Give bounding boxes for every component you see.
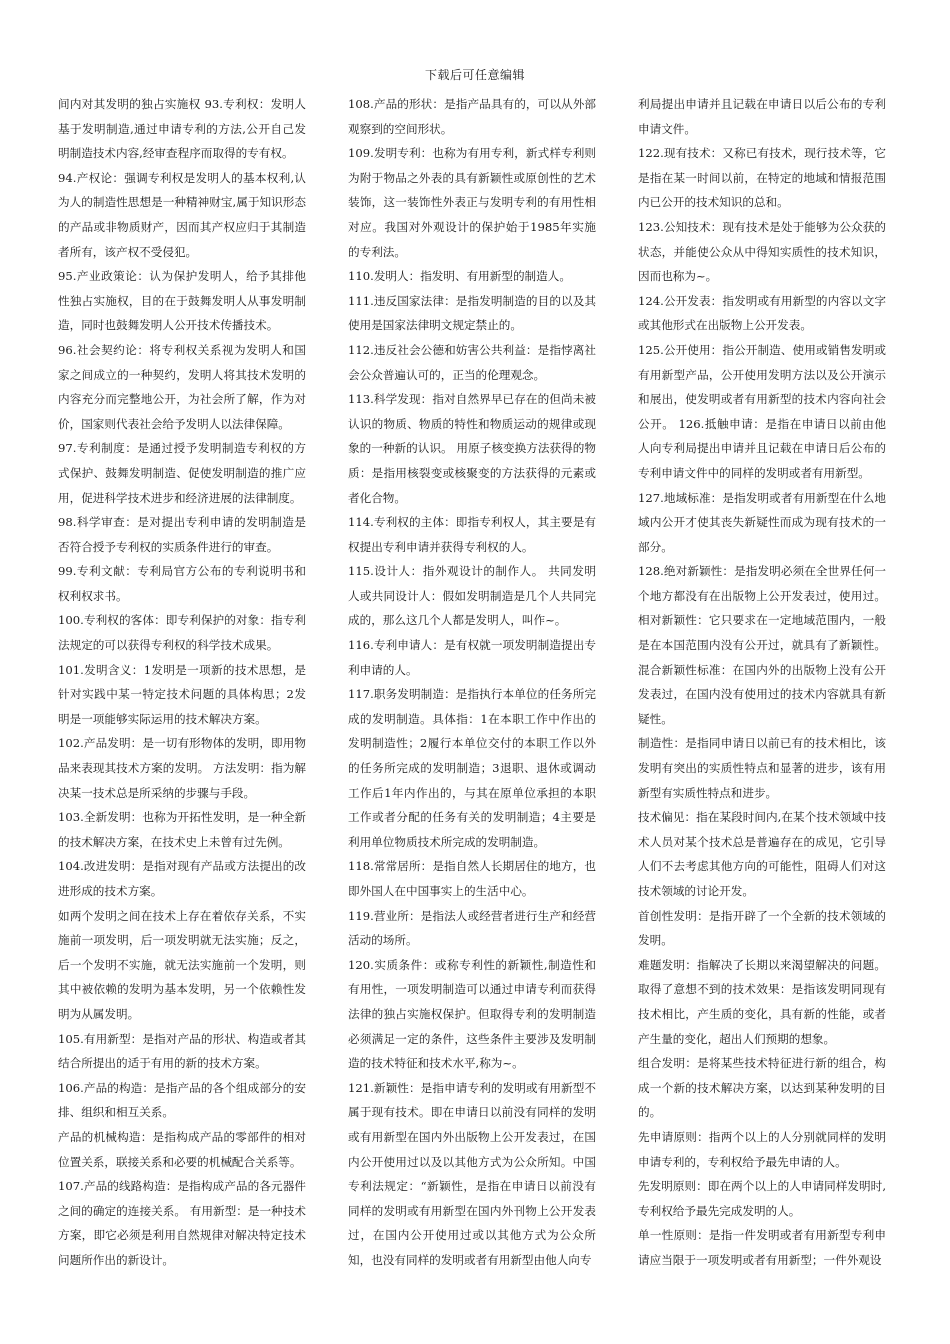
paragraph: 产品的机械构造：是指构成产品的零部件的相对位置关系，联接关系和必要的机械配合关系等。 [58, 1129, 306, 1169]
paragraph: 122.现有技术：又称已有技术，现行技术等，它是指在某一时间以前，在特定的地域和情报范围内已公开的技术知识的总和。 [638, 146, 886, 210]
paragraph: 127.地域标准：是指发明或者有用新型在什么地域内公开才使其丧失新疑性而成为现有技术的一部分。 [638, 490, 886, 554]
paragraph: 118.常常居所：是指自然人长期居住的地方，也即外国人在中国事实上的生活中心。 [348, 859, 596, 898]
paragraph: 106.产品的构造：是指产品的各个组成部分的安排、组织和相互关系。 [58, 1080, 306, 1120]
paragraph: 105.有用新型：是指对产品的形状、构造或者其结合所提出的适于有用的新的技术方案。 [58, 1031, 306, 1071]
paragraph: 单一性原则：是指一件发明或者有用新型专利申请应当限于一项发明或者有用新型；一件外观设 [638, 1228, 886, 1267]
paragraph: 119.营业所：是指法人或经营者进行生产和经营活动的场所。 [348, 908, 596, 948]
page-header: 下载后可任意编辑 [424, 68, 525, 82]
paragraph: 104.改进发明：是指对现有产品或方法提出的改进形成的技术方案。 [58, 859, 306, 898]
paragraph: 107.产品的线路构造：是指构成产品的各元器件之间的确定的连接关系。 有用新型：是一种技术方案，即它必须是利用自然规律对解决特定技术问题所作出的新设计。 [58, 1179, 306, 1267]
paragraph: 利局提出申请并且记载在申请日以后公布的专利申请文件。 [638, 97, 886, 136]
paragraph: 101.发明含义：1发明是一项新的技术思想，是针对实践中某一特定技术问题的具体构思；2发明是一项能够实际运用的技术解决方案。 [58, 662, 306, 726]
paragraph: 间内对其发明的独占实施权 93.专利权：发明人基于发明制造,通过申请专利的方法,公开自己发明制造技术内容,经审查程序而取得的专有权。 [58, 97, 306, 161]
paragraph: 109.发明专利：也称为有用专利，新式样专利则为附于物品之外表的具有新颖性或原创性的艺术装饰，这一装饰性外表正与发明专利的有用性相对应。我国对外观设计的保护始于1985年实施的专利法。 [348, 146, 596, 259]
paragraph: 97.专利制度：是通过授予发明制造专利权的方式保护、鼓舞发明制造、促使发明制造的推广应用，促进科学技术进步和经济进展的法律制度。 [58, 441, 306, 505]
paragraph: 120.实质条件：或称专利性的新颖性,制造性和有用性，一项发明制造可以通过申请专利而获得法律的独占实施权保护。但取得专利的发明制造必须满足一定的条件，这些条件主要涉及发明制造的技术特征和技术水平,称为~。 [348, 957, 596, 1071]
paragraph: 124.公开发表：指发明或有用新型的内容以文字或其他形式在出版物上公开发表。 [638, 293, 886, 333]
paragraph: 先申请原则：指两个以上的人分别就同样的发明申请专利的，专利权给予最先申请的人。 [638, 1129, 886, 1169]
paragraph: 95.产业政策论：认为保护发明人，给予其排他性独占实施权，目的在于鼓舞发明人从事发明制造，同时也鼓舞发明人公开技术传播技术。 [58, 269, 306, 333]
paragraph: 128.绝对新颖性：是指发明必须在全世界任何一个地方都没有在出版物上公开发表过，使用过。相对新颖性：它只要求在一定地域范围内，一般是在本国范围内没有公开过，就具有了新颖性。混合新颖性标准：在国内外的出版物上没有公开发表过，在国内没有使用过的技术内容就具有新疑性。 [638, 564, 886, 726]
paragraph: 114.专利权的主体：即指专利权人，其主要是有权提出专利申请并获得专利权的人。 [348, 515, 596, 554]
paragraph: 首创性发明：是指开辟了一个全新的技术领域的发明。 [638, 908, 886, 948]
paragraph: 先发明原则：即在两个以上的人申请同样发明时,专利权给予最先完成发明的人。 [638, 1179, 886, 1218]
paragraph: 108.产品的形状：是指产品具有的，可以从外部观察到的空间形状。 [348, 97, 596, 136]
paragraph: 113.科学发现：指对自然界早已存在的但尚未被认识的物质、物质的特性和物质运动的规律或现象的一种新的认识。 用原子核变换方法获得的物质：是指用核裂变或核聚变的方法获得的元素或者化合物。 [348, 392, 596, 505]
paragraph: 100.专利权的客体：即专利保护的对象：指专利法规定的可以获得专利权的科学技术成果。 [58, 613, 306, 653]
text-column-middle [348, 92, 596, 1273]
paragraph: 115.设计人：指外观设计的制作人。 共同发明人或共同设计人：假如发明制造是几个人共同完成的，那么这几个人都是发明人，叫作~。 [348, 564, 596, 628]
paragraph: 112.违反社会公德和妨害公共利益：是指悖离社会公众普遍认可的，正当的伦理观念。 [348, 342, 596, 382]
paragraph: 110.发明人：指发明、有用新型的制造人。 [348, 269, 571, 284]
text-column-left [58, 92, 306, 1273]
paragraph: 组合发明：是将某些技术特征进行新的组合，构成一个新的技术解决方案，以达到某种发明的目的。 [638, 1056, 886, 1120]
paragraph: 125.公开使用：指公开制造、使用或销售发明或有用新型产品，公开使用发明方法以及公开演示和展出，使发明或者有用新型的技术内容向社会公开。 126.抵触申请：是指在申请日以前由他人向专利局提出申请并且记载在申请日后公布的专利申请文件中的同样的发明或者有用新型。 [638, 342, 886, 480]
paragraph: 116.专利申请人：是有权就一项发明制造提出专利申请的人。 [348, 638, 596, 677]
paragraph: 96.社会契约论：将专利权关系视为发明人和国家之间成立的一种契约，发明人将其技术发明的内容充分而完整地公开，为社会所了解，作为对价，国家则代表社会给予发明人以法律保障。 [58, 342, 306, 431]
paragraph: 94.产权论：强调专利权是发明人的基本权利,认为人的制造性思想是一种精神财宝,属于知识形态的产品或非物质财产，因而其产权应归于其制造者所有，该产权不受侵犯。 [58, 170, 306, 259]
paragraph: 如两个发明之间在技术上存在着依存关系，不实施前一项发明，后一项发明就无法实施；反之，后一个发明不实施，就无法实施前一个发明，则其中被依赖的发明为基本发明，另一个依赖性发明为从属发明。 [58, 908, 306, 1021]
paragraph: 98.科学审查：是对提出专利申请的发明制造是否符合授予专利权的实质条件进行的审查。 [58, 515, 306, 554]
paragraph: 123.公知技术：现有技术是处于能够为公众获的状态，并能使公众从中得知实质性的技术知识，因而也称为~。 [638, 219, 886, 284]
paragraph: 102.产品发明：是一切有形物体的发明，即用物品来表现其技术方案的发明。 方法发明：指为解决某一技术总是所采纳的步骤与手段。 [58, 736, 306, 800]
paragraph: 技术偏见：指在某段时间内,在某个技术领域中技术人员对某个技术总是普遍存在的成见，它引导人们不去考虑其他方向的可能性，阻碍人们对这技术领域的讨论开发。 [638, 810, 886, 898]
text-column-right [638, 92, 886, 1273]
paragraph: 121.新颖性：是指申请专利的发明或有用新型不属于现有技术。即在申请日以前没有同样的发明或有用新型在国内外出版物上公开发表过，在国内公开使用过以及以其他方式为公众所知。中国专利法规定：“新颖性，是指在申请日以前没有同样的发明或有用新型在国内外刊物上公开发表过，在国内公开使用过或以其他方式为公众所知，也没有同样的发明或者有用新型由他人向专 [348, 1080, 596, 1267]
paragraph: 103.全新发明：也称为开拓性发明，是一种全新的技术解决方案，在技术史上未曾有过先例。 [58, 810, 306, 849]
paragraph: 99.专利文献：专利局官方公布的专利说明书和权利权求书。 [58, 564, 306, 603]
paragraph: 111.违反国家法律：是指发明制造的目的以及其使用是国家法律明文规定禁止的。 [348, 293, 596, 333]
paragraph: 难题发明：指解决了长期以来渴望解决的问题。取得了意想不到的技术效果：是指该发明同现有技术相比，产生质的变化，具有新的性能，或者产生量的变化，超出人们预期的想象。 [638, 957, 886, 1046]
paragraph: 制造性：是指同申请日以前已有的技术相比，该发明有突出的实质性特点和显著的进步，该有用新型有实质性特点和进步。 [638, 736, 886, 800]
paragraph: 117.职务发明制造：是指执行本单位的任务所完成的发明制造。具体指：1在本职工作中作出的发明制造性；2履行本单位交付的本职工作以外的任务所完成的发明制造；3退职、退休或调动工作后1年内作出的，与其在原单位承担的本职工作或者分配的任务有关的发明制造；4主要是利用单位物质技术所完成的发明制造。 [348, 687, 596, 849]
